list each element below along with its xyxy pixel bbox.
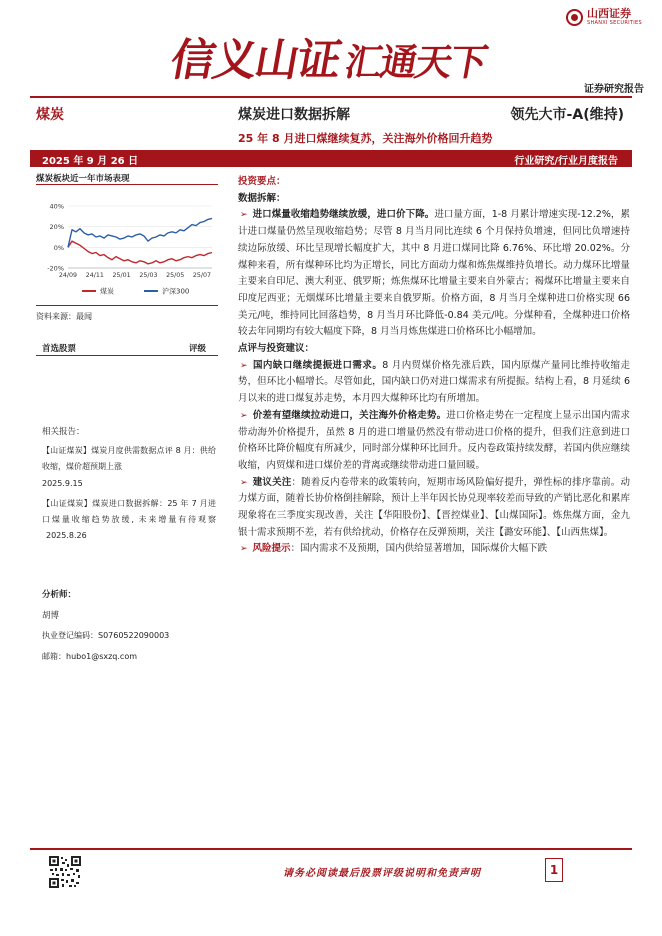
related-report-date: 2025.9.15 [42, 478, 83, 488]
analyst-title: 分析师： [42, 590, 77, 600]
chart-title: 煤炭板块近一年市场表现 [36, 174, 130, 184]
page-number: 1 [545, 858, 563, 882]
series-line-coal [68, 241, 212, 264]
company-logo [566, 8, 642, 26]
rating-label: 领先大市-A(维持) [510, 107, 624, 123]
market-performance-chart [36, 186, 218, 304]
y-tick-label: 20% [49, 223, 64, 232]
stock-table-divider [36, 355, 218, 356]
related-reports-list [42, 443, 216, 549]
x-tick-label: 25/03 [139, 272, 158, 279]
chart-svg [36, 186, 218, 304]
arrow-bullet-icon: ➢ [240, 544, 248, 555]
paragraph-body: ：随着反内卷带来的政策转向，短期市场风险偏好提升，弹性标的排序靠前。动力煤方面，随着长协价格倒挂解除，预计上半年因长协兑现率较差而导致的产销比恶化和累库现象将在三季度实现改善，关注【华阳股份】、【晋控煤业】、【山煤国际】。炼焦煤方面，金九银十需求预期不差，若有供给扰动，价格存在反弹预期，关注【潞安环能】、【山西焦煤】。 [238, 476, 630, 538]
report-category: 行业研究/行业月度报告 [514, 156, 618, 167]
stock-header-rating: 评级 [188, 344, 206, 354]
y-tick-label: 40% [49, 202, 64, 211]
analyst-email[interactable]: 邮箱：hubo1@sxzq.com [42, 652, 138, 661]
x-tick-label: 25/01 [112, 272, 131, 279]
header-divider [30, 96, 632, 98]
analyst-registration: 执业登记编码：S0760522090003 [42, 631, 170, 640]
slogan-main: 信义山证 [166, 35, 344, 86]
related-report-text: 【山证煤炭】煤炭月度供需数据点评 8 月：供给收缩，煤价超预期上涨 [42, 446, 216, 472]
comment-heading: 点评与投资建议： [238, 343, 315, 355]
x-tick-label: 25/07 [192, 272, 212, 279]
related-reports-title: 相关报告： [42, 427, 85, 437]
y-tick-label: 0% [53, 243, 64, 252]
paragraph-risk [238, 541, 630, 558]
paragraph-body: ：国内需求不及预期，国内供给显著增加，国际煤价大幅下跌 [290, 543, 548, 555]
related-report[interactable] [42, 443, 216, 492]
main-content [238, 174, 630, 558]
report-type: 证券研究报告 [584, 84, 644, 95]
paragraph-body: 8 月内贸煤价格先涨后跌，国内原煤产量同比维持收缩走势，但环比小幅增长。尽管如此，国内缺口仍对进口煤需求有所提振。结构上看，8 月延续 6 月以来的进口煤复苏走势，本月四大煤种环比均有所增加。 [238, 359, 630, 405]
y-tick-label: -20% [47, 264, 64, 273]
company-name-en: SHANXI SECURITIES [587, 20, 642, 26]
paragraph-lead: 国内缺口继续提振进口需求。 [252, 359, 383, 371]
stock-header-name: 首选股票 [42, 344, 77, 354]
paragraph-lead: 建议关注 [252, 476, 292, 488]
company-name: 山西证券 [587, 7, 631, 20]
qr-code-icon[interactable] [48, 855, 82, 889]
arrow-bullet-icon: ➢ [240, 360, 248, 371]
company-logo-icon [566, 9, 583, 26]
related-report-text: 【山证煤炭】煤炭进口数据拆解：25 年 7 月进口煤量收缩趋势放缓, 未来增量有待观察 [42, 498, 216, 525]
paragraph-lead: 风险提示 [252, 543, 291, 555]
x-tick-label: 24/11 [85, 272, 104, 279]
paragraph-import-volume [238, 207, 630, 341]
chart-title-divider [36, 184, 218, 185]
legend-label: 煤炭 [100, 287, 114, 296]
paragraph-lead: 价差有望继续拉动进口，关注海外价格走势。 [252, 409, 447, 421]
paragraph-body: 进口价格走势在一定程度上显示出国内需求带动海外价格提升，虽然 8 月的进口增量仍然没有带动进口价格的提升，但我们注意到进口价格环比降价幅度有所减少，同时部分煤种环比回升。反内卷政策持续发酵，若国内供应继续收缩，内贸煤和进口煤价差的背离或继续带动进口量回暖。 [238, 409, 630, 471]
x-tick-label: 25/05 [166, 272, 185, 279]
series-line-csi300 [68, 218, 212, 247]
footer-disclaimer[interactable]: 请务必阅读最后股票评级说明和免责声明 [283, 868, 481, 879]
analyst-name: 胡博 [42, 611, 60, 621]
related-report-date: 2025.8.26 [46, 531, 87, 541]
arrow-bullet-icon: ➢ [240, 410, 248, 421]
chart-source: 资料来源：最闻 [36, 312, 92, 321]
sector-label: 煤炭 [36, 107, 64, 123]
related-report[interactable] [42, 496, 216, 545]
x-tick-label: 24/09 [58, 272, 78, 279]
paragraph-lead: 进口煤量收缩趋势继续放缓，进口价下降。 [252, 209, 435, 221]
investment-highlights-heading: 投资要点： [238, 176, 286, 187]
paragraph-body: 进口量方面，1-8 月累计增速实现-12.2%，累计进口煤量仍然呈现收缩趋势；尽管 8 月当月同比连续 6 个月保持负增速，但同比负增速持续边际放缓、环比呈现增长幅度扩大，其中 8 月进口煤同比降 6.76%、环比增 20.02%。分煤种来看，所有煤种环比均为正增长，同比方面动力煤和炼焦煤维持负增长。动力煤环比增量主要来自印尼、澳大利亚、俄罗斯；炼焦煤环比增量主要来自外蒙古；褐煤环比增量主要来自印度尼西亚；无烟煤环比增量主要来自俄罗斯。价格方面，8 月当月全煤种进口价格实现 66 美元/吨，维持同比回落趋势，8 月当月环比降低-0.84 美元/吨。分煤种看，全煤种进口价格较去年同期均有较大幅度下降，8 月当月炼焦煤进口价格环比小幅增加。 [238, 209, 630, 338]
report-title: 煤炭进口数据拆解 [238, 107, 350, 123]
data-breakdown-heading: 数据拆解： [238, 192, 286, 204]
arrow-bullet-icon: ➢ [240, 210, 248, 221]
date-band [30, 150, 632, 167]
paragraph-price-spread [238, 408, 630, 475]
chart-bottom-divider [36, 305, 218, 306]
legend-label: 沪深300 [162, 287, 190, 296]
arrow-bullet-icon: ➢ [240, 477, 248, 488]
report-date: 2025 年 9 月 26 日 [42, 156, 139, 167]
report-subtitle: 25 年 8 月进口煤继续复苏，关注海外价格回升趋势 [238, 132, 493, 145]
slogan [166, 24, 490, 88]
footer-divider [30, 848, 632, 850]
paragraph-domestic-gap [238, 358, 630, 408]
slogan-secondary: 汇通天下 [341, 40, 490, 84]
paragraph-recommendation [238, 475, 630, 542]
stock-table-header [36, 342, 218, 356]
